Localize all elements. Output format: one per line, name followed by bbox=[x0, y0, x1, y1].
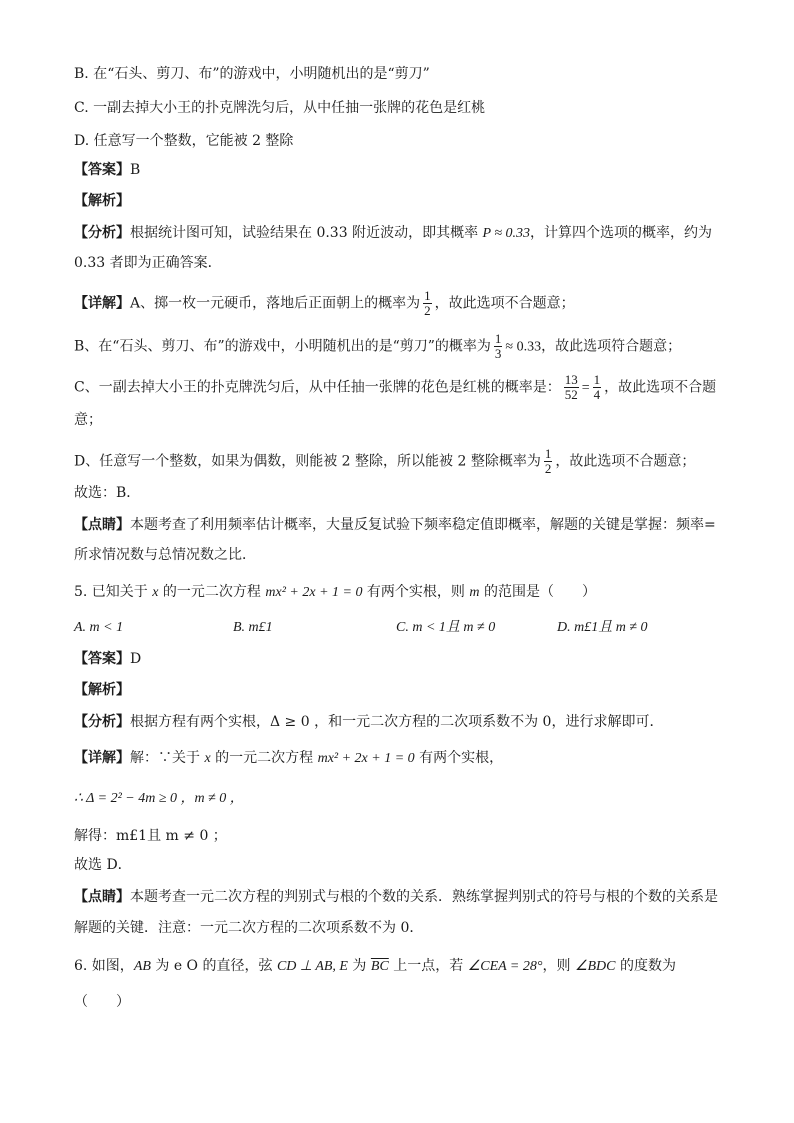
fraction bbox=[423, 289, 432, 318]
fraction-numerator: 1 bbox=[424, 288, 431, 303]
q6-stem-text: 为 e O 的直径，弦 bbox=[150, 958, 277, 974]
jiexi-tag: 【解析】 bbox=[74, 193, 130, 209]
q6-stem-text: 6. 如图， bbox=[74, 958, 134, 974]
dianjing-text: 本题考查了利用频率估计概率，大量反复试验下频率稳定值即概率，解题的关键是掌握：频率= bbox=[130, 517, 716, 533]
answer-value: D bbox=[130, 651, 142, 667]
equation: mx² + 2x + 1 = 0 bbox=[317, 751, 415, 766]
q6-stem-text: 的度数为 bbox=[615, 958, 676, 974]
q5-stem-text: 的范围是（ ） bbox=[479, 584, 596, 600]
var-m: m bbox=[469, 585, 480, 600]
q5-xiangjie bbox=[74, 748, 720, 769]
fenxi-tag: 【分析】 bbox=[74, 225, 130, 241]
xiangjie-text: 解：∵关于 bbox=[130, 750, 205, 766]
q4-jiexi-tag bbox=[74, 191, 720, 211]
q5-option-d: D. m£1且 m ≠ 0 bbox=[557, 620, 648, 635]
angle-cea: ∠CEA = 28° bbox=[467, 959, 543, 974]
q5-guxuan: 故选 D． bbox=[74, 857, 132, 873]
q4-dianjing-line-1 bbox=[74, 515, 720, 535]
xiangjie-text: 有两个实根， bbox=[414, 750, 504, 766]
xiangjie-tag: 【详解】 bbox=[74, 750, 130, 766]
var-x: x bbox=[204, 751, 211, 766]
fraction-denominator: 52 bbox=[564, 387, 578, 402]
q5-option-b: B. m£1 bbox=[233, 620, 273, 635]
fraction-numerator: 13 bbox=[564, 372, 578, 387]
xiangjie-tag: 【详解】 bbox=[74, 295, 130, 312]
fenxi-text: 根据统计图可知，试验结果在 0.33 附近波动，即其概率 bbox=[130, 225, 483, 241]
q6-paren: （ ） bbox=[74, 994, 130, 1010]
fenxi-tag: 【分析】 bbox=[74, 714, 130, 730]
option-d-text: D. 任意写一个整数，它能被 2 整除 bbox=[74, 133, 294, 149]
detail-a-text: A、掷一枚一元硬币，落地后正面朝上的概率为 bbox=[130, 295, 421, 312]
q5-answer-line bbox=[74, 649, 720, 669]
detail-b-end: ，故此选项符合题意； bbox=[541, 338, 682, 355]
fraction bbox=[593, 373, 602, 402]
dianjing-text: 本题考查一元二次方程的判别式与根的个数的关系．熟练掌握判别式的符号与根的个数的关系是 bbox=[130, 889, 718, 905]
fraction-numerator: 1 bbox=[544, 446, 552, 461]
answer-tag: 【答案】 bbox=[74, 651, 130, 667]
fraction-denominator: 3 bbox=[494, 346, 502, 361]
fraction bbox=[564, 373, 579, 402]
q5-stem-text: 的一元二次方程 bbox=[158, 584, 266, 600]
q4-answer-line bbox=[74, 160, 720, 180]
q6-stem-text: ，则 bbox=[542, 958, 575, 974]
fenxi-text-end: ，计算四个选项的概率，约为 bbox=[530, 225, 713, 241]
q5-dianjing-line-2: 解题的关键．注意：一元二次方程的二次项系数不为 0． bbox=[74, 920, 424, 936]
detail-d-end: ，故此选项不合题意； bbox=[555, 453, 696, 470]
jiexi-tag: 【解析】 bbox=[74, 682, 130, 698]
approx-value: ≈ 0.33 bbox=[505, 339, 542, 355]
equals-sign: = bbox=[581, 380, 590, 396]
fraction-denominator: 2 bbox=[544, 461, 552, 476]
q4-guxuan: 故选：B． bbox=[74, 485, 141, 501]
fraction-numerator: 1 bbox=[494, 331, 502, 346]
option-b-text: B. 在“石头、剪刀、布”的游戏中，小明随机出的是“剪刀” bbox=[74, 66, 430, 82]
q6-stem-text: 为 bbox=[347, 958, 371, 974]
q5-jiede: 解得：m£1且 m ≠ 0 ； bbox=[74, 828, 227, 844]
q5-option-a: A. m < 1 bbox=[74, 620, 124, 635]
q4-detail-a bbox=[74, 289, 720, 318]
fraction-denominator: 4 bbox=[593, 387, 601, 402]
q4-fenxi-line-1 bbox=[74, 223, 720, 244]
fraction bbox=[544, 447, 553, 476]
q5-stem-text: 有两个实根，则 bbox=[362, 584, 470, 600]
q6-stem-text: 上一点，若 bbox=[388, 958, 468, 974]
angle-bdc: ∠BDC bbox=[574, 959, 616, 974]
detail-c-text: C、一副去掉大小王的扑克牌洗匀后，从中任抽一张牌的花色是红桃的概率是： bbox=[74, 379, 561, 396]
detail-b-text: B、在“石头、剪刀、布”的游戏中，小明随机出的是“剪刀”的概率为 bbox=[74, 338, 491, 355]
fraction-numerator: 1 bbox=[593, 372, 601, 387]
q5-jiexi-tag bbox=[74, 680, 720, 700]
dianjing-tag: 【点睛】 bbox=[74, 517, 130, 533]
answer-value: B bbox=[130, 162, 141, 178]
q5-therefore: ∴ Δ = 2² − 4m ≥ 0 ，m ≠ 0 ， bbox=[74, 791, 244, 806]
arc-bc: $\overline{BC}$ bbox=[370, 959, 389, 974]
detail-a-end: ，故此选项不合题意； bbox=[434, 295, 575, 312]
fraction-denominator: 2 bbox=[424, 303, 431, 318]
q5-dianjing-line-1 bbox=[74, 887, 720, 907]
chord-condition: CD ⊥ AB, E bbox=[276, 959, 348, 974]
dianjing-tag: 【点睛】 bbox=[74, 889, 130, 905]
answer-tag: 【答案】 bbox=[74, 162, 130, 178]
q4-detail-c bbox=[74, 373, 720, 402]
detail-d-text: D、任意写一个整数，如果为偶数，则能被 2 整除，所以能被 2 整除概率为 bbox=[74, 453, 541, 470]
q4-detail-b bbox=[74, 332, 720, 361]
fenxi-text: 根据方程有两个实根，Δ ≥ 0 ，和一元二次方程的二次项系数不为 0，进行求解即可． bbox=[130, 714, 664, 730]
detail-c-end: ，故此选项不合题 bbox=[604, 379, 717, 396]
q6-stem bbox=[74, 956, 720, 977]
q4-fenxi-line-2: 0.33 者即为正确答案． bbox=[74, 255, 222, 271]
segment-ab: AB bbox=[133, 959, 151, 974]
equation: mx² + 2x + 1 = 0 bbox=[265, 585, 363, 600]
q5-fenxi bbox=[74, 712, 720, 732]
q4-detail-c-cont: 意； bbox=[74, 412, 102, 428]
var-x: x bbox=[152, 585, 159, 600]
q4-dianjing-line-2: 所求情况数与总情况数之比． bbox=[74, 547, 256, 563]
q5-stem-text: 5. 已知关于 bbox=[74, 584, 153, 600]
q5-stem bbox=[74, 582, 720, 603]
q5-option-c: C. m < 1且 m ≠ 0 bbox=[396, 620, 496, 635]
xiangjie-text: 的一元二次方程 bbox=[210, 750, 318, 766]
q4-detail-d bbox=[74, 447, 720, 476]
option-c-text: C. 一副去掉大小王的扑克牌洗匀后，从中任抽一张牌的花色是红桃 bbox=[74, 100, 486, 116]
fenxi-formula: P ≈ 0.33 bbox=[482, 226, 531, 241]
fraction bbox=[494, 332, 503, 361]
